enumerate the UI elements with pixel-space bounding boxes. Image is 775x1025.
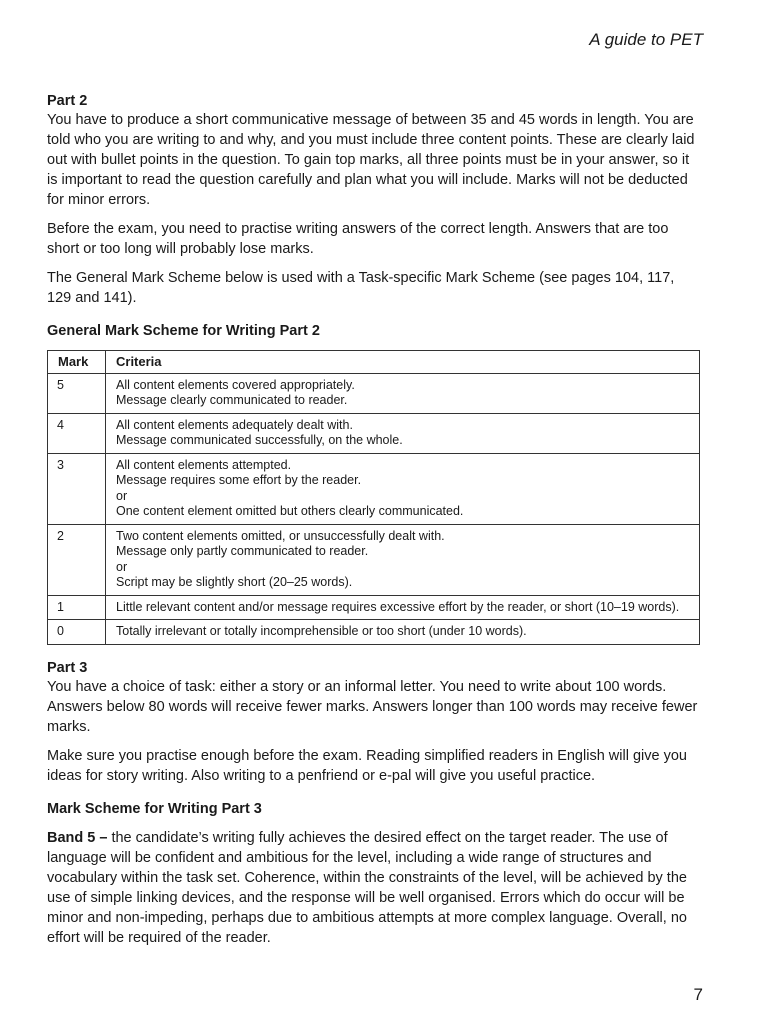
part2-paragraph-3: The General Mark Scheme below is used with a Task-specific Mark Scheme (see pages 104, 117, 129 and 141).	[47, 270, 675, 306]
table-row	[48, 524, 700, 595]
mark-scheme-table	[47, 350, 700, 645]
criteria-line: All content elements covered appropriately.	[116, 377, 355, 392]
band5-paragraph	[47, 828, 702, 948]
mark-cell: 0	[48, 620, 106, 645]
part2-heading: Part 2	[47, 93, 88, 109]
part3-paragraph-1: You have a choice of task: either a story or an informal letter. You need to write about 100 words. Answers below 80 words will receive fewer marks. Answers longer than 100 words may receive fewer marks.	[47, 678, 698, 735]
criteria-cell	[106, 595, 700, 620]
table-row	[48, 620, 700, 645]
mark-cell: 1	[48, 595, 106, 620]
criteria-line: Message only partly communicated to reader.	[116, 544, 369, 558]
part3-heading: Part 3	[47, 659, 88, 676]
table-row	[48, 453, 700, 524]
criteria-line: All content elements adequately dealt with.	[116, 417, 353, 432]
mark-cell: 5	[48, 373, 106, 413]
mark-cell: 4	[48, 413, 106, 453]
criteria-line: All content elements attempted.	[116, 457, 292, 472]
criteria-cell	[106, 524, 700, 595]
criteria-line: Two content elements omitted, or unsuccessfully dealt with.	[116, 528, 445, 543]
criteria-line: or	[116, 488, 128, 503]
mark-cell: 3	[48, 453, 106, 524]
table-row	[48, 373, 700, 413]
criteria-line: Totally irrelevant or totally incomprehensible or too short (under 10 words).	[116, 624, 527, 638]
part2-paragraph-2: Before the exam, you need to practise writing answers of the correct length. Answers that are too short or too long will probably lose marks.	[47, 221, 669, 257]
criteria-line: Message communicated successfully, on the whole.	[116, 433, 403, 447]
criteria-line: Little relevant content and/or message requires excessive effort by the reader, or short (10–19 words).	[116, 599, 680, 614]
band5-label: Band 5 –	[47, 829, 108, 846]
band5-text: the candidate’s writing fully achieves the desired effect on the target reader. The use of language will be confident and ambitious for the level, including a wide range of structures and vocabulary within the task set. Coherence, within the constraints of the level, will be achieved by the use of simple linking devices, and the response will be well organised. Errors which do occur will be minor and non-impeding, perhaps due to ambitious attempts at more complex language. Overall, no effort will be required of the reader.	[47, 829, 687, 946]
table-row	[48, 595, 700, 620]
table-header-row	[48, 351, 700, 374]
running-head: A guide to PET	[589, 30, 703, 49]
page-number: 7	[693, 985, 703, 1004]
criteria-cell	[106, 413, 700, 453]
criteria-line: or	[116, 559, 128, 574]
criteria-line: One content element omitted but others clearly communicated.	[116, 504, 464, 518]
mark-cell: 2	[48, 524, 106, 595]
criteria-cell	[106, 453, 700, 524]
criteria-line: Message clearly communicated to reader.	[116, 393, 348, 407]
scheme-heading: General Mark Scheme for Writing Part 2	[47, 323, 320, 339]
criteria-column-header: Criteria	[106, 351, 700, 374]
mark-column-header: Mark	[48, 351, 106, 374]
criteria-cell	[106, 373, 700, 413]
part3-scheme-heading: Mark Scheme for Writing Part 3	[47, 800, 262, 817]
criteria-line: Script may be slightly short (20–25 words).	[116, 575, 353, 589]
criteria-cell	[106, 620, 700, 645]
criteria-line: Message requires some effort by the reader.	[116, 473, 362, 487]
part2-paragraph-1: You have to produce a short communicative message of between 35 and 45 words in length. You are told who you are writing to and why, and you must include three content points. These are clearly laid out with bullet points in the question. To gain top marks, all three points must be in your answer, so it is important to read the question carefully and plan what you will include. Marks will not be deducted for minor errors.	[47, 112, 695, 208]
page-content	[47, 92, 702, 948]
part3-paragraph-2: Make sure you practise enough before the exam. Reading simplified readers in English will give you ideas for story writing. Also writing to a penfriend or e-pal will give you useful practice.	[47, 747, 687, 784]
table-row	[48, 413, 700, 453]
